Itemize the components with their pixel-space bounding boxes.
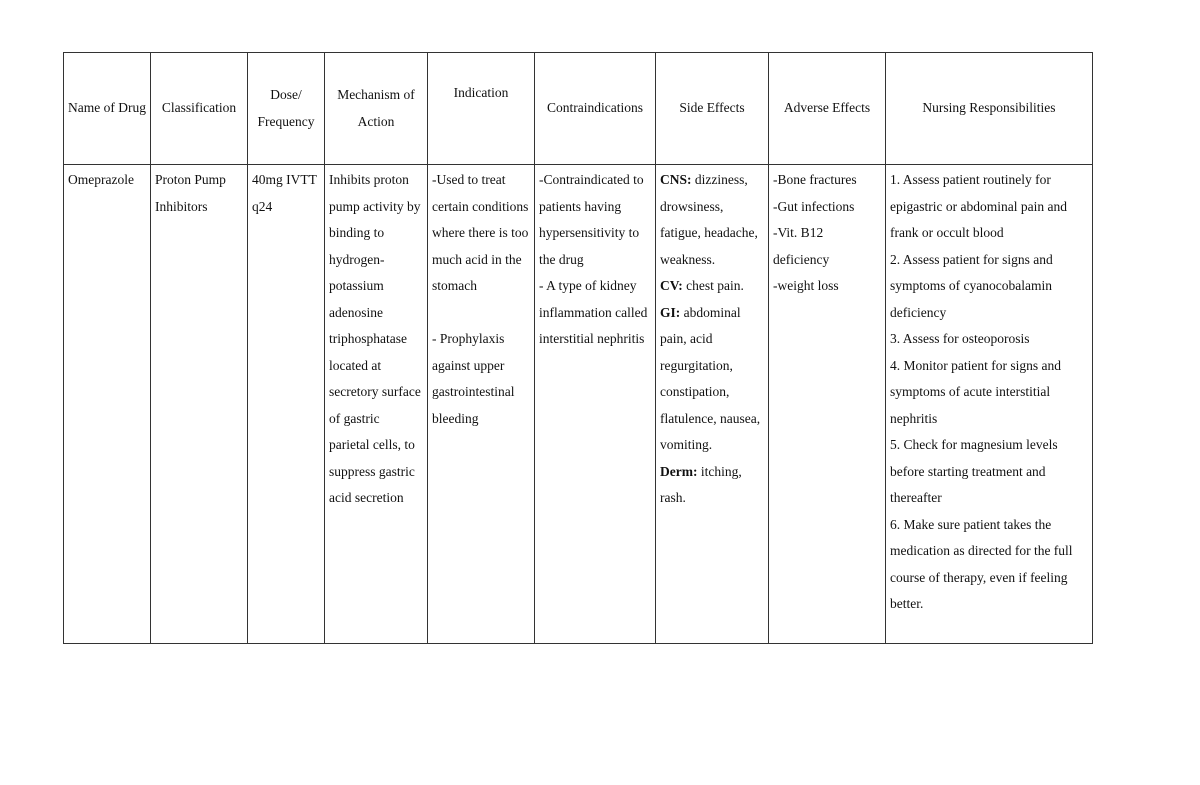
adverse-effect-item: -weight loss [773, 278, 839, 293]
side-effect-group [660, 300, 764, 459]
nursing-item: 4. Monitor patient for signs and symptoms of acute interstitial nephritis [890, 357, 1061, 426]
header-mechanism-of-action: Mechanism of Action [325, 53, 428, 165]
side-effect-category: GI: [660, 304, 681, 320]
side-effect-group [660, 459, 764, 512]
contraindication-item: -Contraindicated to patients having hypersensitivity to the drug [539, 172, 644, 267]
cell-indication [428, 165, 535, 644]
nursing-item: 1. Assess patient routinely for epigastric or abdominal pain and frank or occult blood [890, 172, 1067, 240]
cell-dose: 40mg IVTT q24 [248, 165, 325, 644]
side-effect-category: CNS: [660, 172, 692, 187]
nursing-item: 6. Make sure patient takes the medication as directed for the full course of therapy, even if feeling better. [890, 516, 1073, 611]
cell-adverse-effects [769, 165, 886, 644]
header-row [64, 53, 1093, 165]
header-side-effects: Side Effects [656, 53, 769, 165]
header-indication: Indication [428, 53, 535, 165]
side-effect-group [660, 167, 764, 273]
table-row [64, 165, 1093, 644]
cell-classification: Proton Pump Inhibitors [151, 165, 248, 644]
adverse-effect-item: -Gut infections [773, 198, 855, 214]
header-nursing-responsibilities: Nursing Responsibilities [886, 53, 1093, 165]
side-effect-group [660, 273, 764, 300]
side-effect-text: dizziness, drowsiness, fatigue, headache, weakness. [660, 172, 758, 267]
nursing-item: 5. Check for magnesium levels before starting treatment and thereafter [890, 437, 1058, 505]
header-adverse-effects: Adverse Effects [769, 53, 886, 165]
drug-study-table [63, 52, 1093, 644]
header-name-of-drug: Name of Drug [64, 53, 151, 165]
cell-mechanism: Inhibits proton pump activity by binding to hydrogen-potassium adenosine triphosphatase located at secretory surface of gastric parietal cells, to suppress gastric acid secretion [325, 165, 428, 644]
header-dose-frequency: Dose/ Frequency [248, 53, 325, 165]
contraindication-item: - A type of kidney inflammation called interstitial nephritis [539, 278, 648, 346]
cell-drug-name: Omeprazole [64, 165, 151, 644]
side-effect-text: chest pain. [682, 278, 744, 293]
indication-item: - Prophylaxis against upper gastrointestinal bleeding [432, 331, 515, 426]
adverse-effect-item: -Vit. B12 deficiency [773, 225, 830, 267]
nursing-item: 3. Assess for osteoporosis [890, 331, 1030, 346]
cell-contraindications [535, 165, 656, 644]
cell-nursing-responsibilities [886, 165, 1093, 644]
header-contraindications: Contraindications [535, 53, 656, 165]
side-effect-text: abdominal pain, acid regurgitation, constipation, flatulence, nausea, vomiting. [660, 304, 761, 452]
indication-spacer [432, 300, 530, 327]
side-effect-text: itching, rash. [660, 463, 742, 505]
indication-item: -Used to treat certain conditions where there is too much acid in the stomach [432, 172, 529, 293]
header-classification: Classification [151, 53, 248, 165]
nursing-item: 2. Assess patient for signs and symptoms of cyanocobalamin deficiency [890, 251, 1053, 320]
side-effect-category: CV: [660, 278, 683, 293]
adverse-effect-item: -Bone fractures [773, 172, 857, 187]
cell-side-effects [656, 165, 769, 644]
side-effect-category: Derm: [660, 463, 698, 479]
